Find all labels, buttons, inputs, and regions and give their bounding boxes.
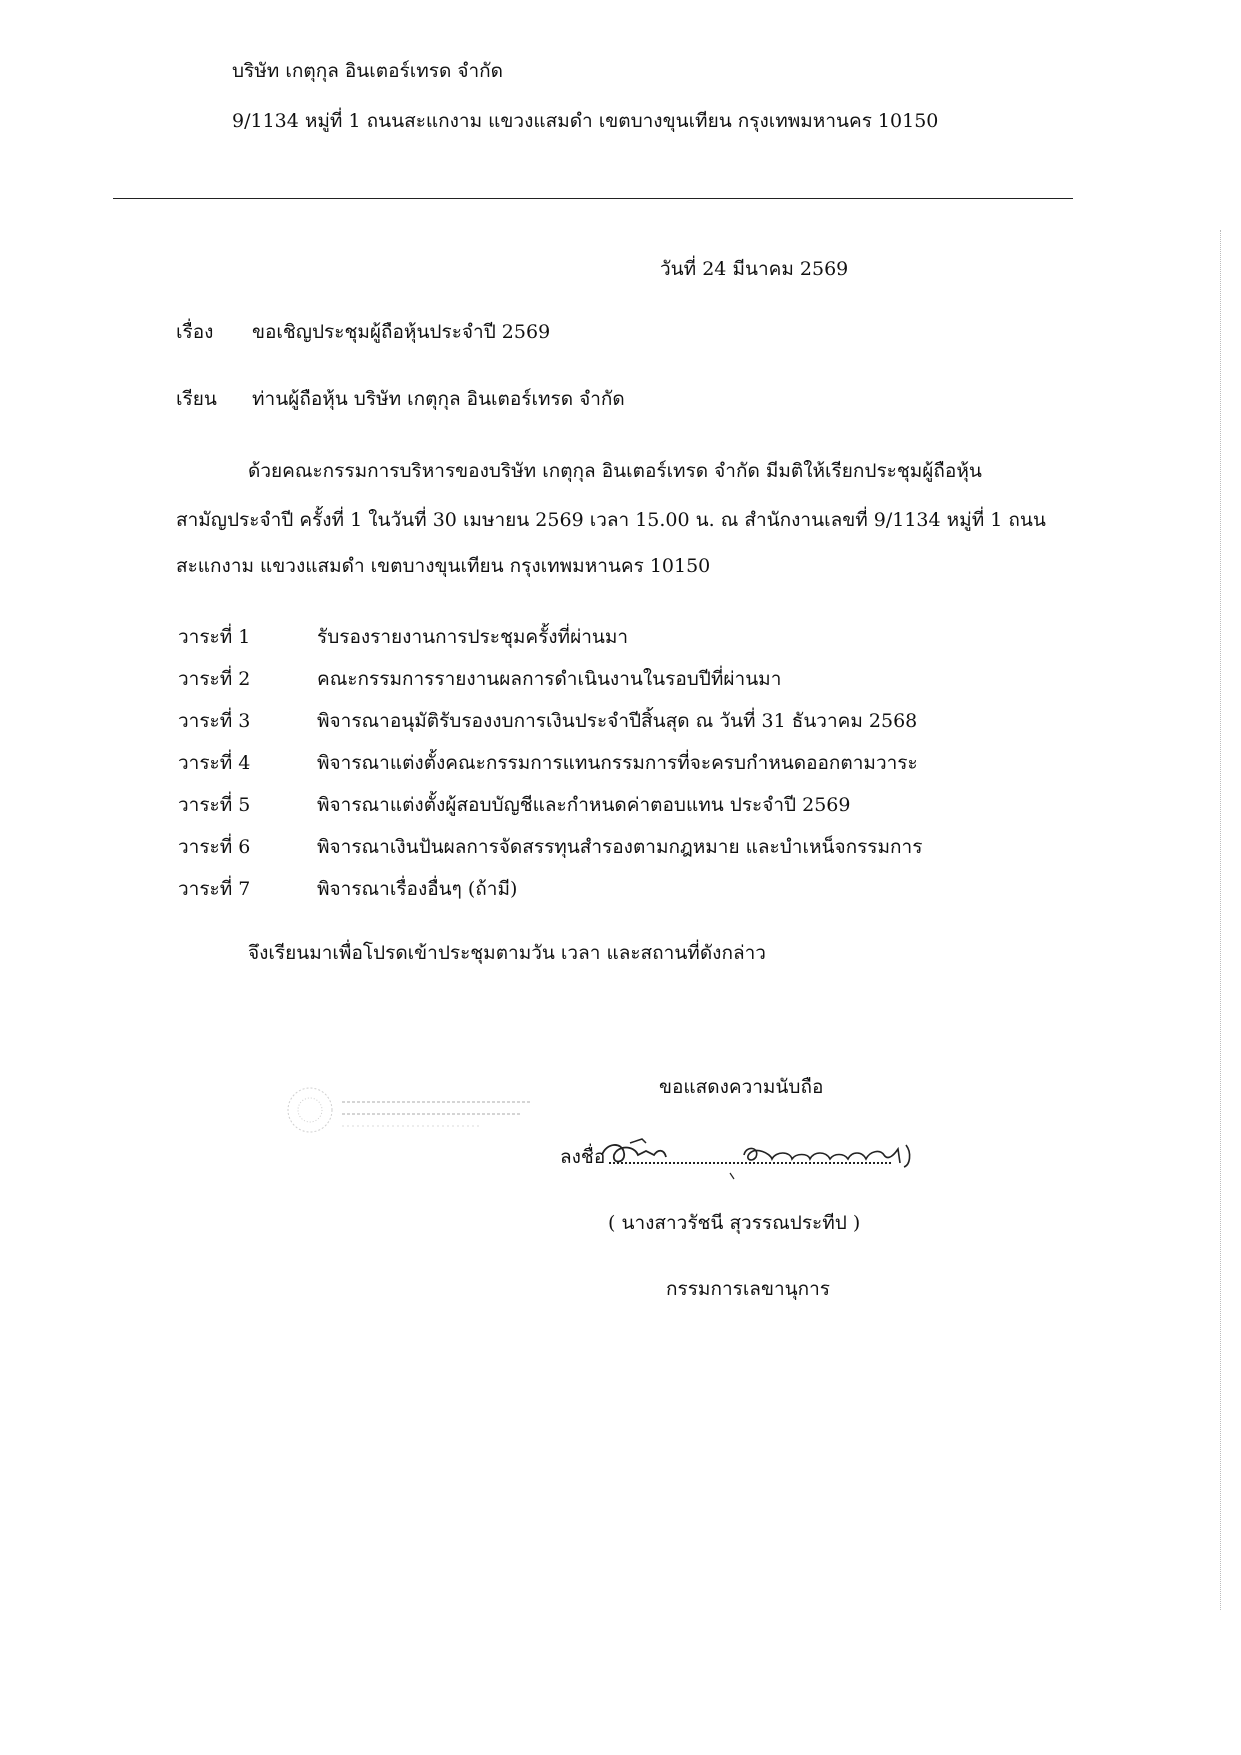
agenda-number: วาระที่ 2 — [178, 668, 251, 690]
agenda-item: รับรองรายงานการประชุมครั้งที่ผ่านมา — [317, 626, 629, 648]
body-line-2: สามัญประจำปี ครั้งที่ 1 ในวันที่ 30 เมษายน 2569 เวลา 15.00 น. ณ สำนักงานเลขที่ 9/1134 หมู่ที่ 1 ถนน — [176, 509, 1046, 531]
agenda-item: พิจารณาเรื่องอื่นๆ (ถ้ามี) — [317, 878, 518, 900]
agenda-number: วาระที่ 1 — [178, 626, 251, 648]
letter-date: วันที่ 24 มีนาคม 2569 — [660, 258, 849, 280]
regards-text: ขอแสดงความนับถือ — [659, 1076, 824, 1098]
agenda-number: วาระที่ 3 — [178, 710, 251, 732]
scan-margin-artifact — [1220, 230, 1221, 1610]
sign-label: ลงชื่อ — [560, 1146, 606, 1168]
company-stamp-image — [282, 1080, 542, 1140]
subject-text: ขอเชิญประชุมผู้ถือหุ้นประจำปี 2569 — [252, 321, 551, 343]
agenda-item: พิจารณาแต่งตั้งผู้สอบบัญชีและกำหนดค่าตอบแทน ประจำปี 2569 — [317, 794, 851, 816]
agenda-number: วาระที่ 7 — [178, 878, 251, 900]
agenda-item: คณะกรรมการรายงานผลการดำเนินงานในรอบปีที่ผ่านมา — [317, 668, 782, 690]
body-line-3: สะแกงาม แขวงแสมดำ เขตบางขุนเทียน กรุงเทพมหานคร 10150 — [176, 555, 711, 577]
to-label: เรียน — [176, 388, 217, 410]
company-name: บริษัท เกตุกุล อินเตอร์เทรด จำกัด — [232, 60, 503, 82]
body-line-1: ด้วยคณะกรรมการบริหารของบริษัท เกตุกุล อินเตอร์เทรด จำกัด มีมติให้เรียกประชุมผู้ถือหุ้น — [248, 460, 982, 482]
agenda-number: วาระที่ 4 — [178, 752, 251, 774]
company-address: 9/1134 หมู่ที่ 1 ถนนสะแกงาม แขวงแสมดำ เขตบางขุนเทียน กรุงเทพมหานคร 10150 — [232, 110, 939, 132]
closing-request: จึงเรียนมาเพื่อโปรดเข้าประชุมตามวัน เวลา และสถานที่ดังกล่าว — [248, 942, 766, 964]
handwritten-signature — [594, 1125, 934, 1185]
agenda-item: พิจารณาแต่งตั้งคณะกรรมการแทนกรรมการที่จะครบกำหนดออกตามวาระ — [317, 752, 918, 774]
to-text: ท่านผู้ถือหุ้น บริษัท เกตุกุล อินเตอร์เทรด จำกัด — [252, 388, 625, 410]
agenda-number: วาระที่ 6 — [178, 836, 251, 858]
signatory-name: ( นางสาวรัชนี สุวรรณประทีป ) — [608, 1212, 861, 1234]
subject-label: เรื่อง — [176, 321, 214, 343]
signatory-position: กรรมการเลขานุการ — [666, 1278, 830, 1300]
agenda-item: พิจารณาอนุมัติรับรองงบการเงินประจำปีสิ้นสุด ณ วันที่ 31 ธันวาคม 2568 — [317, 710, 918, 732]
header-divider — [113, 198, 1073, 199]
agenda-item: พิจารณาเงินปันผลการจัดสรรทุนสำรองตามกฎหมาย และบำเหน็จกรรมการ — [317, 836, 923, 858]
agenda-number: วาระที่ 5 — [178, 794, 251, 816]
